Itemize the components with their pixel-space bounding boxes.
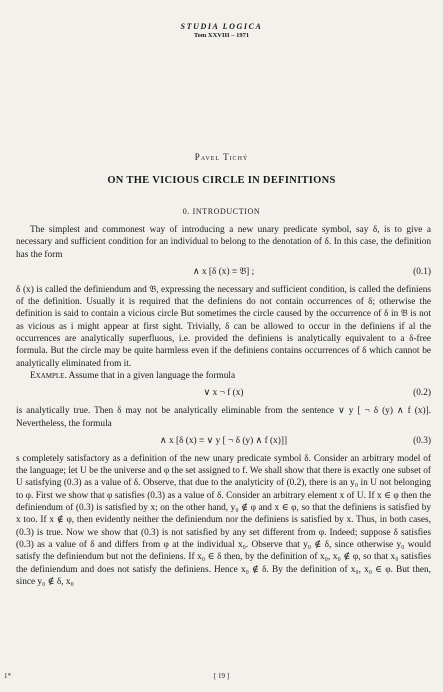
- paragraph-3-text: Assume that in a given language the formula: [68, 370, 236, 381]
- formula-0-1-text: ∧ x [δ (x) ≡ 𝔅] ;: [192, 266, 255, 277]
- footer-signature-mark: 1*: [4, 672, 11, 680]
- formula-0-1: [16, 266, 431, 279]
- paragraph-2: δ (x) is called the definiendum and 𝔅, expressing the necessary and sufficient condition, is called the definiens of the definition. Usually it is required that the definiens do not contain occurrences of δ; otherwise the definition is said to contain a vicious circle But sometimes the circle caused by the occurrence of δ in 𝔅 is not as vicious as i might appear at first sight. Trivially, δ can be allowed to occur in the definiens if al the occurrences are analytically superfluous, i.e. provided the definiens is analytically equivalent to a δ-free formula. But the circle may be quite harmless even if the definiens contains occurrences of δ which cannot be analytically eliminated from it.: [16, 284, 431, 369]
- paragraph-5: s completely satisfactory as a definition of the new unary predicate symbol δ. Consider an arbitrary model of the language; let U be the universe and φ the set assigned to f. We shall show that there is exactly one subset of U satisfying (0.3) as a value of δ. Observe, that due to the analyticity of (0.2), there is an y₀ in U not belonging to φ. First we show that φ satisfies (0.3) as a value of δ. Consider an arbitrary element x of U. If x ∈ φ then the definiendum of (0.3) is satisfied by x; on the other hand, y₀ ∉ φ and x ∈ φ, so that the definiens is satisfied by x too. If x ∉ φ, then evidently neither the definiendum nor the definiens is satisfied by x. Thus, in both cases, (0.3) is true. Now we show that (0.3) is not satisfied by any set different from φ. Indeed; suppose δ satisfies (0.3) as a value of δ and differs from φ at the individual x₀. Observe that y₀ ∉ δ, since otherwise y₀ would satisfy the definiendum but not the definiens. If x₀ ∈ δ then, by the definition of x₀, x₀ ∉ φ, so that x₀ satisfies the definiendum and does not satisfy the definiens. Hence x₀ ∉ δ. By the definition of x₀, x₀ ∈ φ. But then, since y₀ ∉ δ, x₀: [16, 453, 431, 587]
- journal-header: [0, 22, 443, 39]
- journal-name: STUDIA LOGICA: [180, 22, 263, 31]
- formula-0-3-text: ∧ x [δ (x) ≡ ∨ y [ ¬ δ (y) ∧ f (x)]]: [159, 435, 288, 446]
- paragraph-1: The simplest and commonest way of introducing a new unary predicate symbol, say δ, is to give a necessary and sufficient condition for an individual to belong to the denotation of δ. In this case, the definition has the form: [16, 225, 431, 260]
- paragraph-4: is analytically true. Then δ may not be analytically eliminable from the sentence ∨ y [ ¬ δ (y) ∧ f (x)]. Nevertheless, the formula: [16, 406, 431, 429]
- page-number: [ 19 ]: [213, 672, 230, 680]
- formula-0-2-number: (0.2): [413, 388, 431, 399]
- paper-body: [16, 224, 431, 588]
- formula-0-2: [16, 387, 431, 400]
- author-name: Pavel Tichý: [194, 152, 249, 162]
- formula-0-3: [16, 435, 431, 448]
- section-heading: 0. INTRODUCTION: [182, 207, 261, 216]
- journal-volume: Tom XXVIII – 1971: [193, 32, 250, 39]
- paper-title: ON THE VICIOUS CIRCLE IN DEFINITIONS: [107, 175, 336, 186]
- formula-0-3-number: (0.3): [413, 435, 431, 446]
- paragraph-3: [16, 370, 431, 382]
- formula-0-2-text: ∨ x ¬ f (x): [203, 388, 244, 399]
- formula-0-1-number: (0.1): [413, 266, 431, 277]
- example-label: Example.: [30, 370, 67, 381]
